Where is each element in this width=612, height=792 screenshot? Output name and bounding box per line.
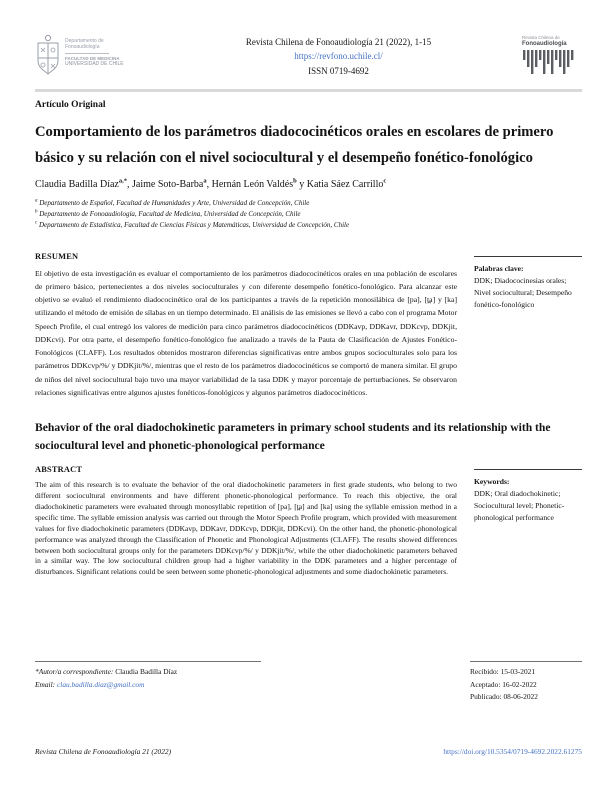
email-line <box>35 679 261 691</box>
affiliation-a <box>35 198 582 209</box>
affiliation-text: Departamento de Estadística, Facultad de Ciencias Físicas y Matemáticas, Universidad de Concepción, Chile <box>38 221 350 230</box>
logo-university: UNIVERSIDAD DE CHILE <box>65 61 124 68</box>
affiliation-mark: c <box>35 221 38 227</box>
resumen-text: El objetivo de esta investigación es evaluar el comportamiento de los parámetros diadococinéticos orales en una población de escolares de primero básico, pertenecientes a dos niveles socioculturales y con diferente desempeño fonético-fonológico. Para alcanzar este objetivo se evaluó el rendimiento diadococinético oral de los participantes a través de la repetición monosilábica de [pa], [t̪a] y [ka] utilizando el método de emisión de sílabas en un tiempo determinado. El análisis de las emisiones se llevó a cabo con el programa Motor Speech Profile, el cual entregó los valores de medición para cinco parámetros diadococinéticos (DDKavp, DDKavr, DDKcvp, DDKjit, DDKcvi). Por otra parte, el desempeño fonético-fonológico fue analizado a través de la Pauta de Clasificación de Ajustes Fonético-Fonológicos (CLAFF). Los resultados obtenidos mostraron diferencias significativas entre ambos grupos socioculturales solo para los parámetros DDKcvp/%/ y DDKjit/%/, mientras que el resto de los parámetros diadococinéticos se comportó de manera similar. El grupo de niños del nivel sociocultural bajo tuvo una mayor variabilidad de la tasa DDK y mayor porcentaje de perturbaciones. Se observaron relaciones significativas entre algunos ajustes fonéticos-fonológicos y algunos parámetros diadococinéticos. <box>35 268 457 397</box>
journal-logo <box>522 36 582 81</box>
author-name: Jaime Soto-Barba <box>132 179 204 191</box>
journal-info <box>246 35 431 78</box>
resumen-heading: RESUMEN <box>35 251 79 261</box>
corresponding-author-label: *Autor/a correspondiente: <box>35 667 114 677</box>
affiliation-text: Departamento de Español, Facultad de Humanidades y Arte, Universidad de Concepción, Chile <box>39 199 310 208</box>
abstract-column <box>35 465 457 578</box>
resumen-column <box>35 252 457 399</box>
journal-issn: ISSN 0719-4692 <box>308 65 369 76</box>
header-divider <box>35 89 582 92</box>
footer-journal-name: Revista Chilena de Fonoaudiología 21 (2022) <box>35 747 172 756</box>
author-separator: y <box>296 179 307 191</box>
author-separator: , <box>206 179 212 191</box>
waveform-bars-icon <box>522 63 578 80</box>
affiliation-mark: a <box>35 198 38 204</box>
logo-divider <box>65 53 109 54</box>
university-logo <box>35 34 155 83</box>
affiliation-text: Departamento de Fonoaudiología, Facultad de Medicina, Universidad de Concepción, Chile <box>39 210 301 219</box>
article-title-es: Comportamiento de los parámetros diadococinéticos orales en escolares de primero básico y su relación con el nivel sociocultural y el desempeño fonético-fonológico <box>35 124 554 166</box>
author-name: Katia Sáez Carrillo <box>306 179 384 191</box>
footnote-row <box>35 661 582 703</box>
journal-logo-line1: Revista Chilena de <box>521 35 560 40</box>
affiliations <box>35 198 582 232</box>
keywords-text: DDK; Oral diadochokinetic; Sociocultural level; Phonetic-phonological performance <box>474 488 565 522</box>
received-date: Recibido: 15-03-2021 <box>470 667 536 677</box>
author-affil-mark: a,* <box>118 177 127 185</box>
abstract-text: The aim of this research is to evaluate the behavior of the oral diadochokinetic parameters in first grade students, who belong to two different sociocultural environments and have different phonetic-phonological performance. To reach this objective, the oral diadochokinetic parameters were evaluated through monosyllabic repetition of [pa], [t̪a] and [ka] using the syllable emission method in a specific time. The syllable emission analysis was carried out through the Motor Speech Profile program, which provided with measurement values for five diadochokinetic parameters (DDKavp, DDKavr, DDKcvp, DDKjit, DDKcvi). On the other hand, the phonetic-phonological performance was analyzed through the Classification of Phonetic and Phonological Adjustments (CLAFF). The results showed differences between both sociocultural groups only for the parameters DDKcvp/%/ y DDKjit/%/, while the other diadochokinetic parameters behaved in a similar way. The low sociocultural children group had a higher variability in the DDK parameters and a higher percentage of disturbances. Significant relations could be seen between some phonetic-phonological adjustments and some diadochokinetic parameters. <box>35 479 457 577</box>
authors-line <box>35 179 582 190</box>
author-3 <box>212 179 307 190</box>
author-name: Claudia Badilla Díaz <box>35 179 119 191</box>
author-affil-mark: b <box>293 177 297 185</box>
university-crest-icon <box>35 34 61 83</box>
affiliation-b <box>35 209 582 220</box>
logo-dept-line2: Fonoaudiología <box>65 44 100 51</box>
author-2 <box>132 179 212 190</box>
affiliation-c <box>35 220 582 231</box>
article-type-label: Artículo Original <box>35 100 106 110</box>
author-4 <box>307 179 387 190</box>
keywords-label: Keywords: <box>474 476 510 486</box>
palabras-clave-text: DDK; Diadococinesias orales; Nivel sociocultural; Desempeño fonético-fonológico <box>474 275 572 309</box>
affiliation-mark: b <box>35 209 38 215</box>
palabras-clave-box <box>474 256 582 311</box>
journal-masthead <box>35 34 582 84</box>
university-logo-text <box>65 38 124 83</box>
author-separator: , <box>127 179 132 191</box>
palabras-clave-label: Palabras clave: <box>474 263 524 273</box>
author-affil-mark: a <box>203 177 207 185</box>
journal-citation: Revista Chilena de Fonoaudiología 21 (2022), 1-15 <box>245 37 432 47</box>
journal-logo-line2: Fonoaudiología <box>521 40 567 47</box>
resumen-section <box>35 252 582 399</box>
doi-link[interactable]: https://doi.org/10.5354/0719-4692.2022.61275 <box>443 747 582 756</box>
journal-url-link[interactable]: https://revfono.uchile.cl/ <box>294 51 383 62</box>
keywords-box <box>474 469 582 524</box>
abstract-section <box>35 465 582 578</box>
logo-dept-line1: Departamento de <box>65 38 104 44</box>
author-affil-mark: c <box>383 177 387 185</box>
correspondence-note <box>35 661 261 703</box>
author-1 <box>35 179 132 190</box>
accepted-date: Aceptado: 16-02-2022 <box>470 679 537 689</box>
email-label: Email: <box>35 679 56 689</box>
logo-faculty: FACULTAD DE MEDICINA <box>65 55 120 61</box>
published-date: Publicado: 08-06-2022 <box>470 691 538 701</box>
article-dates <box>470 661 582 703</box>
corresponding-author-line <box>35 666 261 678</box>
email-link[interactable]: clau.badilla.diaz@gmail.com <box>56 679 145 689</box>
page-footer <box>35 747 582 756</box>
corresponding-author-name: Claudia Badilla Díaz <box>115 667 178 677</box>
author-name: Hernán León Valdés <box>211 179 294 191</box>
abstract-heading: ABSTRACT <box>35 464 83 474</box>
article-title-en: Behavior of the oral diadochokinetic parameters in primary school students and its relationship with the sociocultural level and phonetic-phonological performance <box>35 420 551 452</box>
